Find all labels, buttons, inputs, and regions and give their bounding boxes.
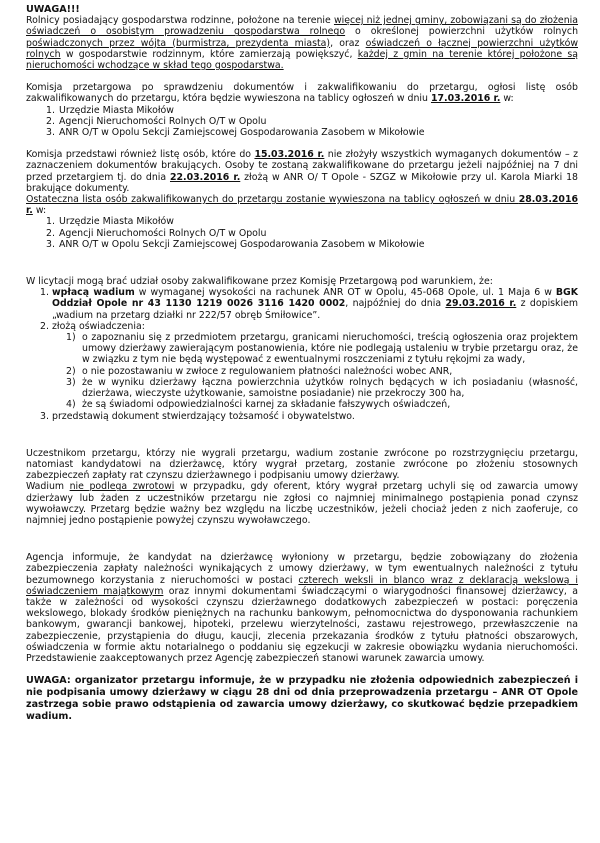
conditions-list <box>26 287 578 332</box>
date-29-03: 29.03.2016 r. <box>445 298 517 310</box>
final-warning: UWAGA: organizator przetargu informuje, że w przypadku nie złożenia odpowiednich zabezpieczeń i nie podpisania umowy dzierżawy w ciągu 28 dni od dnia przeprowadzenia przetargu – ANR OT Opole zastrzega sobie prawo odstąpienia od zawarcia umowy dzierżawy, co skutkować będzie przepadkiem wadium. <box>26 675 578 723</box>
list-item: 3. ANR O/T w Opolu Sekcji Zamiejscowej Gospodarowania Zasobem w Mikołowie <box>46 238 425 250</box>
document-page <box>26 4 578 734</box>
uwaga-title: UWAGA!!! <box>26 4 80 15</box>
conditions-list-cont <box>26 411 578 422</box>
underlined-text: czterech weksli in blanco wraz z deklaracją wekslową i oświadczeniem majątkowym <box>26 574 579 597</box>
date-28-03: 28.03.2016 r. <box>26 194 578 217</box>
date-17-03: 17.03.2016 r. <box>430 93 501 105</box>
statements-sublist <box>26 332 578 410</box>
condition-deposit: 1. wpłacą wadium w wymaganej wysokości na rachunek ANR OT w Opolu, 45-068 Opole, ul. 1 Maja 6 w BGK Oddział Opole nr 43 1130 1219 0026 3116 1420 0002, najpóźniej do dnia 29.03.2016 r. z dopiskiem „wadium na przetarg działki nr 222/57 obręb Śmiłowice”. <box>40 287 578 321</box>
text: Komisja przetargowa po sprawdzeniu dokumentów i zakwalifikowaniu do przetargu, ogłosi listę osób zakwalifikowanych do przetargu, która będzie wywieszona na tablicy ogłoszeń w dniu <box>26 82 578 105</box>
text: w: <box>32 205 47 217</box>
list-item: 1. Urzędzie Miasta Mikołów <box>46 216 174 228</box>
uwaga-section <box>26 4 578 71</box>
security-paragraph: Agencja informuje, że kandydat na dzierżawcę wyłoniony w przetargu, będzie zobowiązany do złożenia zabezpieczenia zapłaty należności wynikających z umowy dzierżawy, w tym ewentualnych należności z tytułu bezumownego korzystania z nieruchomości w postaci czterech weksli in blanco wraz z deklaracją wekslową i oświadczeniem majątkowym oraz innymi dokumentami świadczącymi o wiarygodności finansowej dzierżawcy, a także w zależności od wysokości czynszu dzierżawnego dodatkowych zabezpieczeń w postaci: poręczenia wekslowego, blokady środków pieniężnych na rachunku bankowym, pełnomocnictwa do dysponowania rachunkiem bankowym, gwarancji bankowej, hipoteki, przelewu wierzytelności, zastawu rejestrowego, przewłaszczenie na zabezpieczenie, przystąpienia do długu, kaucji, zlecenia przekazania środków z tytułu płatności obszarowych, oświadczenia w formie aktu notarialnego o poddaniu się egzekucji w zakresie obowiązku wydania nieruchomości. Przedstawienie zaakceptowanych przez Agencję zabezpieczeń stanowi warunek zawarcia umowy. <box>26 552 579 664</box>
list-item: 2. Agencji Nieruchomości Rolnych O/T w Opolu <box>46 115 267 127</box>
bank-account-number: BGK Oddział Opole nr 43 1130 1219 0026 3116 1420 0002 <box>52 287 578 310</box>
underlined-text: oświadczeń o łącznej powierzchni użytków rolnych <box>26 37 578 60</box>
underlined-text: Ostateczna lista osób zakwalifikowanych do przetargu zostanie wywieszona na tablicy ogłoszeń w dniu <box>26 194 519 206</box>
conditions-section <box>26 276 578 422</box>
condition-statements: 2. złożą oświadczenia: <box>40 320 145 332</box>
underlined-text: każdej z gmin na terenie której położone są nieruchomości wchodzące w skład tego gospodarstwa. <box>26 48 578 72</box>
missing-documents-paragraph <box>26 149 578 194</box>
list-item: 2. Agencji Nieruchomości Rolnych O/T w Opolu <box>46 227 267 239</box>
deposit-forfeit-paragraph: Wadium nie podlega zwrotowi w przypadku, gdy oferent, który wygrał przetarg uchyli się od zawarcia umowy dzierżawy lub żaden z uczestników przetargu nie zgłosi co najmniej minimalnego postąpienia ponad czynsz wywoławczy. Przetarg będzie ważny bez względu na liczbę uczestników, jeżeli chociaż jeden z nich zaoferuje, co najmniej jedno postąpienie powyżej czynszu wywoławczego. <box>26 481 578 526</box>
final-warning-section <box>26 675 578 723</box>
text: w gospodarstwie rodzinnym, które zamierzają powiększyć, <box>60 48 358 60</box>
underlined-text: nie podlega zwrotowi <box>69 481 175 493</box>
conditions-intro: W licytacji mogą brać udział osoby zakwalifikowane przez Komisję Przetargową pod warunkiem, że: <box>26 276 493 288</box>
text: w: <box>500 93 514 105</box>
final-list-paragraph <box>26 194 578 216</box>
posting-locations-list <box>26 105 578 139</box>
list-item: 3. ANR O/T w Opolu Sekcji Zamiejscowej Gospodarowania Zasobem w Mikołowie <box>46 127 425 139</box>
text: o określonej powierzchni użytków rolnych <box>345 26 579 38</box>
missing-documents-section <box>26 149 578 250</box>
underlined-text: więcej niż jednej gminy, zobowiązani są do złożenia oświadczeń o osobistym prowadzeniu gospodarstwa rolnego <box>26 15 578 38</box>
list-item: 1) o zapoznaniu się z przedmiotem przetargu, granicami nieruchomości, treścią ogłoszenia oraz projektem umowy dzierżawy zawierającym postanowienia, które nie podlegają ustaleniu w trybie przetargu oraz, że w związku z tym nie będą występować z ewentualnymi roszczeniami z tytułu rękojmi za wady, <box>66 332 578 366</box>
security-section <box>26 552 578 664</box>
deposit-return-section <box>26 448 578 526</box>
commission-list-section <box>26 82 578 138</box>
deposit-return-paragraph: Uczestnikom przetargu, którzy nie wygrali przetargu, wadium zostanie zwrócone po rozstrzygnięciu przetargu, natomiast kandydatowi na dzierżawcę, który wygrał przetarg, zostanie zwrócone po złożeniu stosownych zabezpieczeń zapłaty rat czynszu dzierżawnego i podpisaniu umowy dzierżawy. <box>26 447 578 482</box>
date-22-03: 22.03.2016 r. <box>169 171 241 183</box>
date-15-03: 15.03.2016 r. <box>254 149 325 161</box>
uwaga-paragraph <box>26 15 578 71</box>
text: , oraz <box>330 37 366 49</box>
underlined-text: poświadczonych przez wójta (burmistrza, prezydenta miasta) <box>26 37 331 49</box>
list-item: 2) o nie pozostawaniu w zwłoce z regulowaniem płatności należności wobec ANR, <box>66 365 453 377</box>
text: złożą w ANR O/ T Opole - SZGZ w Mikołowie przy ul. Karola Miarki 18 brakujące dokumenty. <box>26 171 578 194</box>
condition-identity: 3. przedstawią dokument stwierdzający tożsamość i obywatelstwo. <box>40 410 355 422</box>
final-posting-locations-list <box>26 216 578 250</box>
commission-paragraph <box>26 82 578 104</box>
text: Komisja przedstawi również listę osób, które do <box>26 149 255 161</box>
list-item: 4) że są świadomi odpowiedzialności karnej za składanie fałszywych oświadczeń, <box>66 399 451 411</box>
list-item: 1. Urzędzie Miasta Mikołów <box>46 104 174 116</box>
list-item: 3) że w wyniku dzierżawy łączna powierzchnia użytków rolnych będących w ich posiadaniu (własność, dzierżawa, wieczyste użytkowanie, samoistne posiadanie) nie przekroczy 300 ha, <box>66 376 578 400</box>
text: nie złożyły wszystkich wymaganych dokumentów – z zaznaczeniem dokumentów brakujących. Osoby te zostaną zakwalifikowane do przetargu jeżeli najpóźniej na 7 dni przed przetargiem tj. do dnia <box>26 149 579 183</box>
text: Rolnicy posiadający gospodarstwa rodzinne, położone na terenie <box>26 15 334 27</box>
